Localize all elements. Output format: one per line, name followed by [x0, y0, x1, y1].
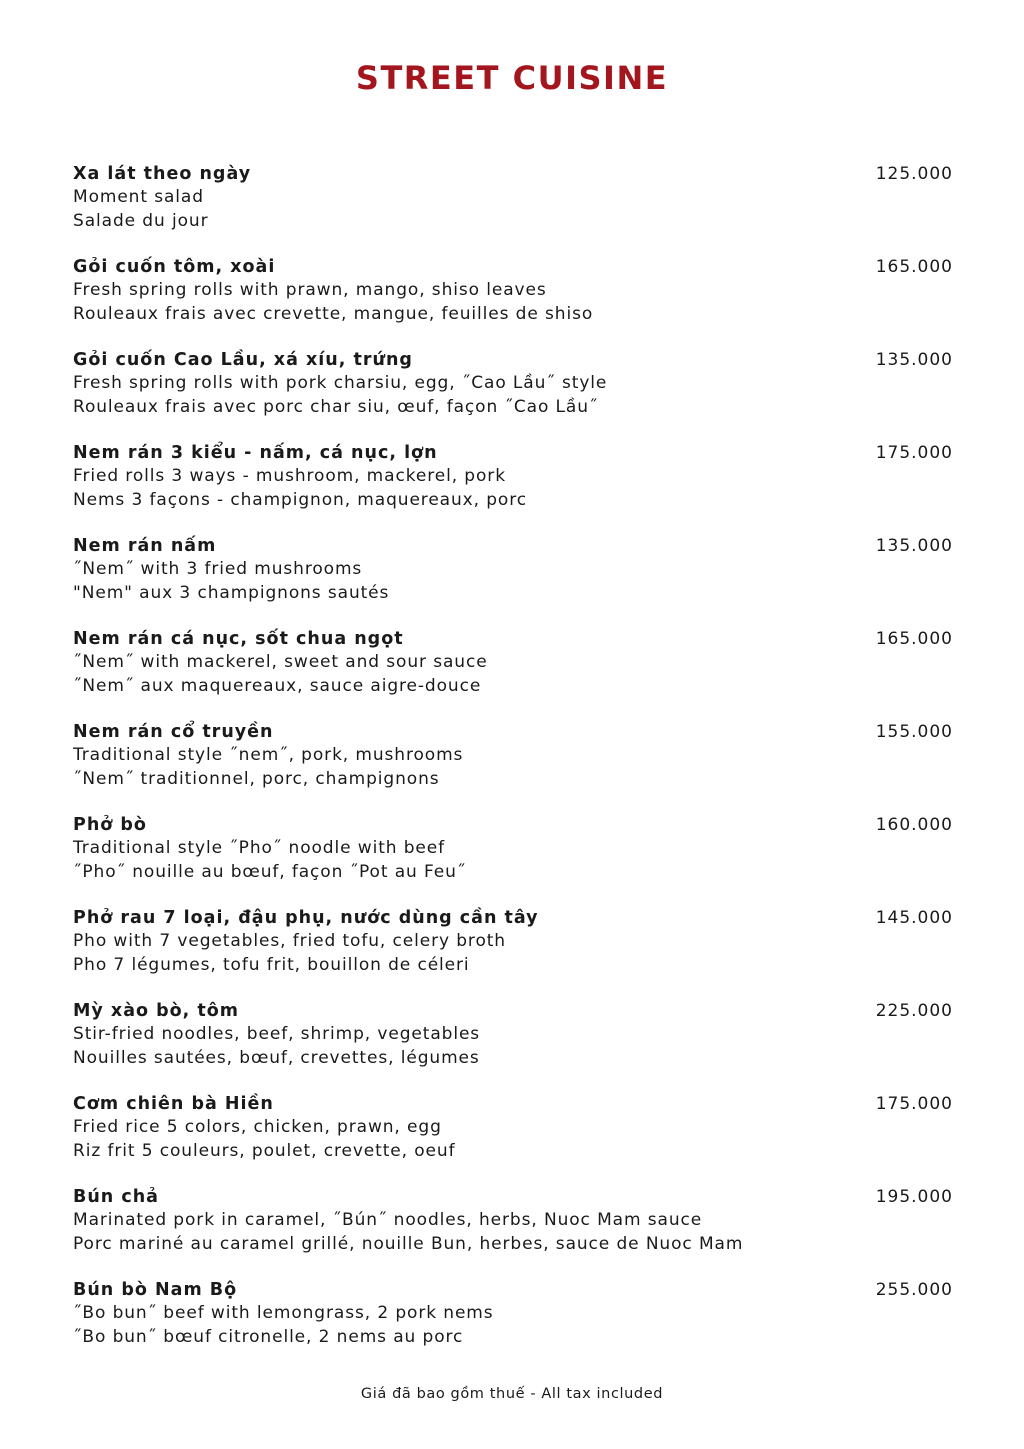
dish-description-fr: Pho 7 légumes, tofu frit, bouillon de céleri — [73, 954, 470, 975]
dish-description-en: Stir-fried noodles, beef, shrimp, vegetables — [73, 1024, 481, 1044]
dish-description-en: ˝Nem˝ with mackerel, sweet and sour sauce — [73, 652, 488, 672]
dish-name-vi: Nem rán nấm — [73, 536, 217, 556]
dish-description-fr: ˝Bo bun˝ bœuf citronelle, 2 nems au porc — [73, 1326, 464, 1347]
dish-description-en: ˝Nem˝ with 3 fried mushrooms — [73, 559, 363, 579]
dish-name-vi: Mỳ xào bò, tôm — [73, 1001, 240, 1021]
dish-price: 175.000 — [875, 443, 953, 463]
page-title: STREET CUISINE — [355, 59, 669, 97]
dish-description-en: Fresh spring rolls with pork charsiu, egg, ˝Cao Lầu˝ style — [73, 373, 608, 393]
dish-description-fr: Nouilles sautées, bœuf, crevettes, légumes — [73, 1047, 480, 1068]
dish-description-en: Fresh spring rolls with prawn, mango, shiso leaves — [73, 280, 547, 300]
dish-price: 165.000 — [875, 257, 953, 277]
menu-item — [73, 999, 953, 1092]
dish-name-vi: Bún chả — [73, 1187, 159, 1207]
dish-price: 125.000 — [875, 164, 953, 184]
dish-price: 135.000 — [875, 350, 953, 370]
menu-item — [73, 162, 953, 255]
dish-description-fr: Salade du jour — [73, 210, 209, 231]
menu-item — [73, 255, 953, 348]
dish-name-vi: Bún bò Nam Bộ — [73, 1280, 238, 1300]
dish-description-fr: Rouleaux frais avec porc char siu, œuf, façon ˝Cao Lầu˝ — [73, 396, 599, 417]
dish-description-en: Fried rolls 3 ways - mushroom, mackerel, pork — [73, 466, 506, 486]
dish-name-vi: Cơm chiên bà Hiền — [73, 1094, 274, 1114]
dish-price: 195.000 — [875, 1187, 953, 1207]
dish-description-fr: ˝Nem˝ aux maquereaux, sauce aigre-douce — [73, 675, 482, 696]
dish-price: 255.000 — [875, 1280, 953, 1300]
dish-description-en: Marinated pork in caramel, ˝Bún˝ noodles, herbs, Nuoc Mam sauce — [73, 1210, 703, 1230]
dish-name-vi: Xa lát theo ngày — [73, 164, 252, 184]
dish-name-vi: Gỏi cuốn Cao Lầu, xá xíu, trứng — [73, 350, 413, 370]
dish-name-vi: Nem rán 3 kiểu - nấm, cá nục, lợn — [73, 443, 438, 463]
dish-description-en: Traditional style ˝nem˝, pork, mushrooms — [73, 745, 464, 765]
menu-item — [73, 627, 953, 720]
menu-item — [73, 906, 953, 999]
tax-note: Giá đã bao gồm thuế - All tax included — [360, 1386, 664, 1402]
menu-item — [73, 534, 953, 627]
dish-description-en: Pho with 7 vegetables, fried tofu, celery broth — [73, 931, 506, 951]
dish-description-fr: ˝Pho˝ nouille au bœuf, façon ˝Pot au Feu˝ — [73, 861, 467, 882]
dish-name-vi: Phở rau 7 loại, đậu phụ, nước dùng cần tây — [73, 908, 539, 928]
menu-item — [73, 1092, 953, 1185]
dish-description-en: Moment salad — [73, 187, 204, 207]
dish-name-vi: Phở bò — [73, 815, 147, 835]
menu-item — [73, 1278, 953, 1371]
dish-description-fr: Nems 3 façons - champignon, maquereaux, porc — [73, 489, 527, 510]
dish-price: 160.000 — [875, 815, 953, 835]
menu-list — [73, 162, 953, 1371]
dish-price: 175.000 — [875, 1094, 953, 1114]
menu-item — [73, 813, 953, 906]
dish-name-vi: Gỏi cuốn tôm, xoài — [73, 257, 276, 277]
menu-item — [73, 441, 953, 534]
dish-description-fr: Rouleaux frais avec crevette, mangue, feuilles de shiso — [73, 303, 594, 324]
dish-price: 145.000 — [875, 908, 953, 928]
dish-description-fr: "Nem" aux 3 champignons sautés — [73, 582, 390, 603]
dish-description-fr: Porc mariné au caramel grillé, nouille Bun, herbes, sauce de Nuoc Mam — [73, 1233, 744, 1254]
dish-description-en: ˝Bo bun˝ beef with lemongrass, 2 pork nems — [73, 1303, 494, 1323]
dish-price: 165.000 — [875, 629, 953, 649]
dish-description-fr: Riz frit 5 couleurs, poulet, crevette, oeuf — [73, 1140, 456, 1161]
menu-item — [73, 720, 953, 813]
dish-description-en: Fried rice 5 colors, chicken, prawn, egg — [73, 1117, 442, 1137]
menu-item — [73, 348, 953, 441]
dish-description-en: Traditional style ˝Pho˝ noodle with beef — [73, 838, 446, 858]
dish-description-fr: ˝Nem˝ traditionnel, porc, champignons — [73, 768, 440, 789]
menu-item — [73, 1185, 953, 1278]
dish-name-vi: Nem rán cổ truyền — [73, 722, 274, 742]
dish-price: 135.000 — [875, 536, 953, 556]
dish-price: 225.000 — [875, 1001, 953, 1021]
dish-price: 155.000 — [875, 722, 953, 742]
dish-name-vi: Nem rán cá nục, sốt chua ngọt — [73, 629, 404, 649]
